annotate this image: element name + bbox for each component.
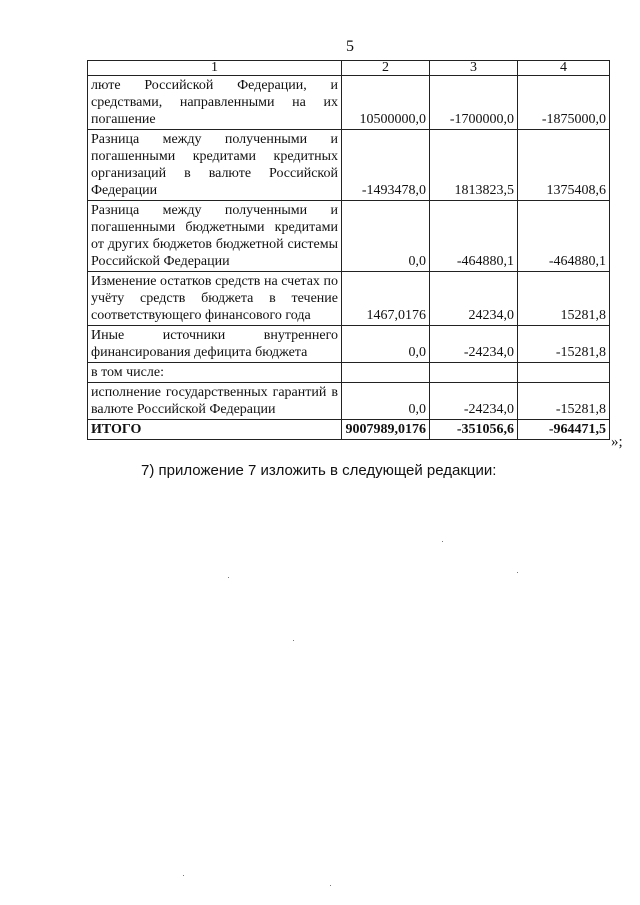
table-row [88, 363, 610, 383]
row-value-2 [342, 363, 430, 383]
row-value-3: -24234,0 [430, 383, 518, 420]
table-row [88, 130, 610, 201]
total-row [88, 420, 610, 440]
row-label: Иные источники внутреннего финансирования дефицита бюджета [88, 326, 342, 363]
row-value-4: -15281,8 [518, 326, 610, 363]
row-label: в том числе: [88, 363, 342, 383]
paragraph-item-7: 7) приложение 7 изложить в следующей редакции: [141, 462, 497, 479]
row-value-4: -464880,1 [518, 201, 610, 272]
scan-speck [442, 541, 443, 542]
financing-table [87, 60, 610, 440]
row-label: люте Российской Федерации, и средствами, направленными на их погашение [88, 76, 342, 130]
row-label: Разница между полученными и погашенными бюджетными кредитами от других бюджетов бюджетной системы Российской Федерации [88, 201, 342, 272]
row-value-2: 0,0 [342, 201, 430, 272]
row-value-3: -464880,1 [430, 201, 518, 272]
row-value-4: -15281,8 [518, 383, 610, 420]
column-header-2: 2 [342, 61, 430, 76]
row-value-3: -24234,0 [430, 326, 518, 363]
row-value-3: -1700000,0 [430, 76, 518, 130]
scan-speck [517, 572, 518, 573]
row-value-4: 1375408,6 [518, 130, 610, 201]
total-value-4: -964471,5 [518, 420, 610, 440]
table-row [88, 201, 610, 272]
scan-speck [293, 640, 294, 641]
table-header-row [88, 61, 610, 76]
row-value-4: 15281,8 [518, 272, 610, 326]
table-row [88, 76, 610, 130]
row-value-3: 24234,0 [430, 272, 518, 326]
column-header-1: 1 [88, 61, 342, 76]
row-value-3: 1813823,5 [430, 130, 518, 201]
total-value-2: 9007989,0176 [342, 420, 430, 440]
row-value-4 [518, 363, 610, 383]
row-value-2: 1467,0176 [342, 272, 430, 326]
closing-quote: »; [611, 434, 623, 450]
table-row [88, 326, 610, 363]
total-value-3: -351056,6 [430, 420, 518, 440]
row-value-4: -1875000,0 [518, 76, 610, 130]
column-header-4: 4 [518, 61, 610, 76]
row-value-2: -1493478,0 [342, 130, 430, 201]
total-label: ИТОГО [88, 420, 342, 440]
row-value-3 [430, 363, 518, 383]
table-row [88, 272, 610, 326]
scan-speck [183, 875, 184, 876]
row-value-2: 0,0 [342, 326, 430, 363]
column-header-3: 3 [430, 61, 518, 76]
table-row [88, 383, 610, 420]
row-label: Изменение остатков средств на счетах по учёту средств бюджета в течение соответствующего финансового года [88, 272, 342, 326]
scan-speck [228, 577, 229, 578]
page-number: 5 [346, 38, 354, 55]
row-value-2: 0,0 [342, 383, 430, 420]
row-value-2: 10500000,0 [342, 76, 430, 130]
row-label: Разница между полученными и погашенными кредитами кредитных организаций в валюте Российской Федерации [88, 130, 342, 201]
row-label: исполнение государственных гарантий в валюте Российской Федерации [88, 383, 342, 420]
scan-speck [330, 885, 331, 886]
